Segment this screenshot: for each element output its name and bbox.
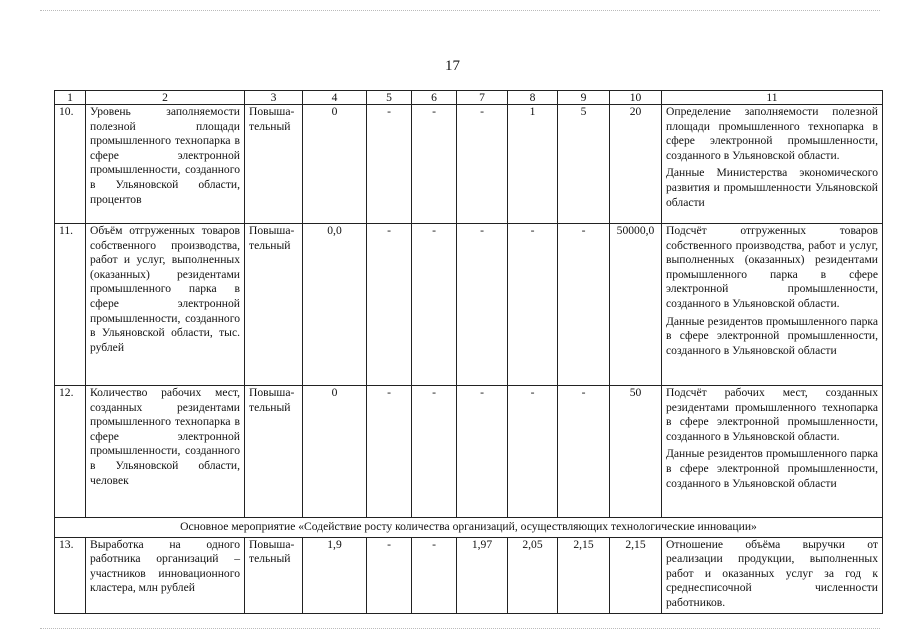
value-col7: - (457, 224, 508, 386)
value-col5: - (367, 105, 412, 224)
value-col8: 1 (508, 105, 558, 224)
indicator-name: Уровень заполняемости полезной площади промышленного технопарка в сфере электронной промышленности, созданного в Ульяновской области, процентов (86, 105, 245, 224)
description-paragraph: Данные резидентов промышленного парка в сфере электронной промышленности, созданного в Ульяновской области (666, 447, 878, 490)
header-cell: 11 (662, 91, 883, 105)
indicator-name: Количество рабочих мест, созданных резидентами промышленного технопарка в сфере электронной промышленности, созданного в Ульяновской области, человек (86, 386, 245, 518)
indicator-description (662, 537, 883, 613)
value-col10: 50000,0 (610, 224, 662, 386)
value-col8: 2,05 (508, 537, 558, 613)
header-cell: 4 (303, 91, 367, 105)
indicator-description (662, 224, 883, 386)
section-title: Основное мероприятие «Содействие росту количества организаций, осуществляющих технологические инновации» (55, 518, 883, 538)
header-cell: 10 (610, 91, 662, 105)
header-cell: 2 (86, 91, 245, 105)
row-number: 13. (55, 537, 86, 613)
value-col9: - (558, 386, 610, 518)
value-col4: 1,9 (303, 537, 367, 613)
value-col4: 0,0 (303, 224, 367, 386)
value-col6: - (412, 224, 457, 386)
header-cell: 8 (508, 91, 558, 105)
table-row (55, 537, 883, 613)
value-col10: 50 (610, 386, 662, 518)
value-col5: - (367, 537, 412, 613)
header-cell: 3 (245, 91, 303, 105)
table-row (55, 224, 883, 386)
header-cell: 1 (55, 91, 86, 105)
value-col5: - (367, 224, 412, 386)
description-paragraph: Подсчёт рабочих мест, созданных резидентами промышленного технопарка в сфере электронной промышленности, созданного в Ульяновской области. (666, 386, 878, 443)
indicator-type: Повыша-тельный (245, 224, 303, 386)
indicator-type: Повыша-тельный (245, 105, 303, 224)
value-col7: 1,97 (457, 537, 508, 613)
description-paragraph: Определение заполняемости полезной площади промышленного технопарка в сфере электронной промышленности, созданного в Ульяновской области. (666, 105, 878, 162)
value-col4: 0 (303, 386, 367, 518)
indicator-name: Выработка на одного работника организаций – участников инновационного кластера, млн рублей (86, 537, 245, 613)
value-col9: 5 (558, 105, 610, 224)
value-col4: 0 (303, 105, 367, 224)
indicator-type: Повыша-тельный (245, 386, 303, 518)
page-number: 17 (445, 58, 460, 74)
description-paragraph: Данные Министерства экономического развития и промышленности Ульяновской области (666, 166, 878, 209)
header-cell: 6 (412, 91, 457, 105)
value-col10: 20 (610, 105, 662, 224)
description-paragraph: Данные резидентов промышленного парка в сфере электронной промышленности, созданного в Ульяновской области (666, 314, 878, 357)
header-cell: 7 (457, 91, 508, 105)
value-col7: - (457, 386, 508, 518)
indicator-description (662, 386, 883, 518)
description-paragraph: Отношение объёма выручки от реализации продукции, выполненных работ и оказанных услуг за год к среднесписочной численности работников. (666, 537, 878, 609)
header-cell: 9 (558, 91, 610, 105)
value-col6: - (412, 105, 457, 224)
value-col6: - (412, 537, 457, 613)
value-col9: 2,15 (558, 537, 610, 613)
scan-edge-top (40, 10, 880, 11)
indicator-type: Повыша-тельный (245, 537, 303, 613)
indicator-description (662, 105, 883, 224)
indicators-table (54, 90, 883, 614)
description-paragraph: Подсчёт отгруженных товаров собственного производства, работ и услуг, выполненных (оказанных) резидентами промышленного парка в сфере электронной промышленности, созданного в Ульяновской области. (666, 224, 878, 310)
table-row (55, 386, 883, 518)
value-col7: - (457, 105, 508, 224)
row-number: 12. (55, 386, 86, 518)
value-col9: - (558, 224, 610, 386)
header-row (55, 91, 883, 105)
value-col8: - (508, 386, 558, 518)
scan-edge-bottom (40, 628, 880, 629)
indicator-name: Объём отгруженных товаров собственного производства, работ и услуг, выполненных (оказанных) резидентами промышленного парка в сфере электронной промышленности, созданного в Ульяновской области, тыс. рублей (86, 224, 245, 386)
row-number: 10. (55, 105, 86, 224)
row-number: 11. (55, 224, 86, 386)
value-col8: - (508, 224, 558, 386)
header-cell: 5 (367, 91, 412, 105)
section-row (55, 518, 883, 538)
table-row (55, 105, 883, 224)
value-col6: - (412, 386, 457, 518)
value-col5: - (367, 386, 412, 518)
value-col10: 2,15 (610, 537, 662, 613)
